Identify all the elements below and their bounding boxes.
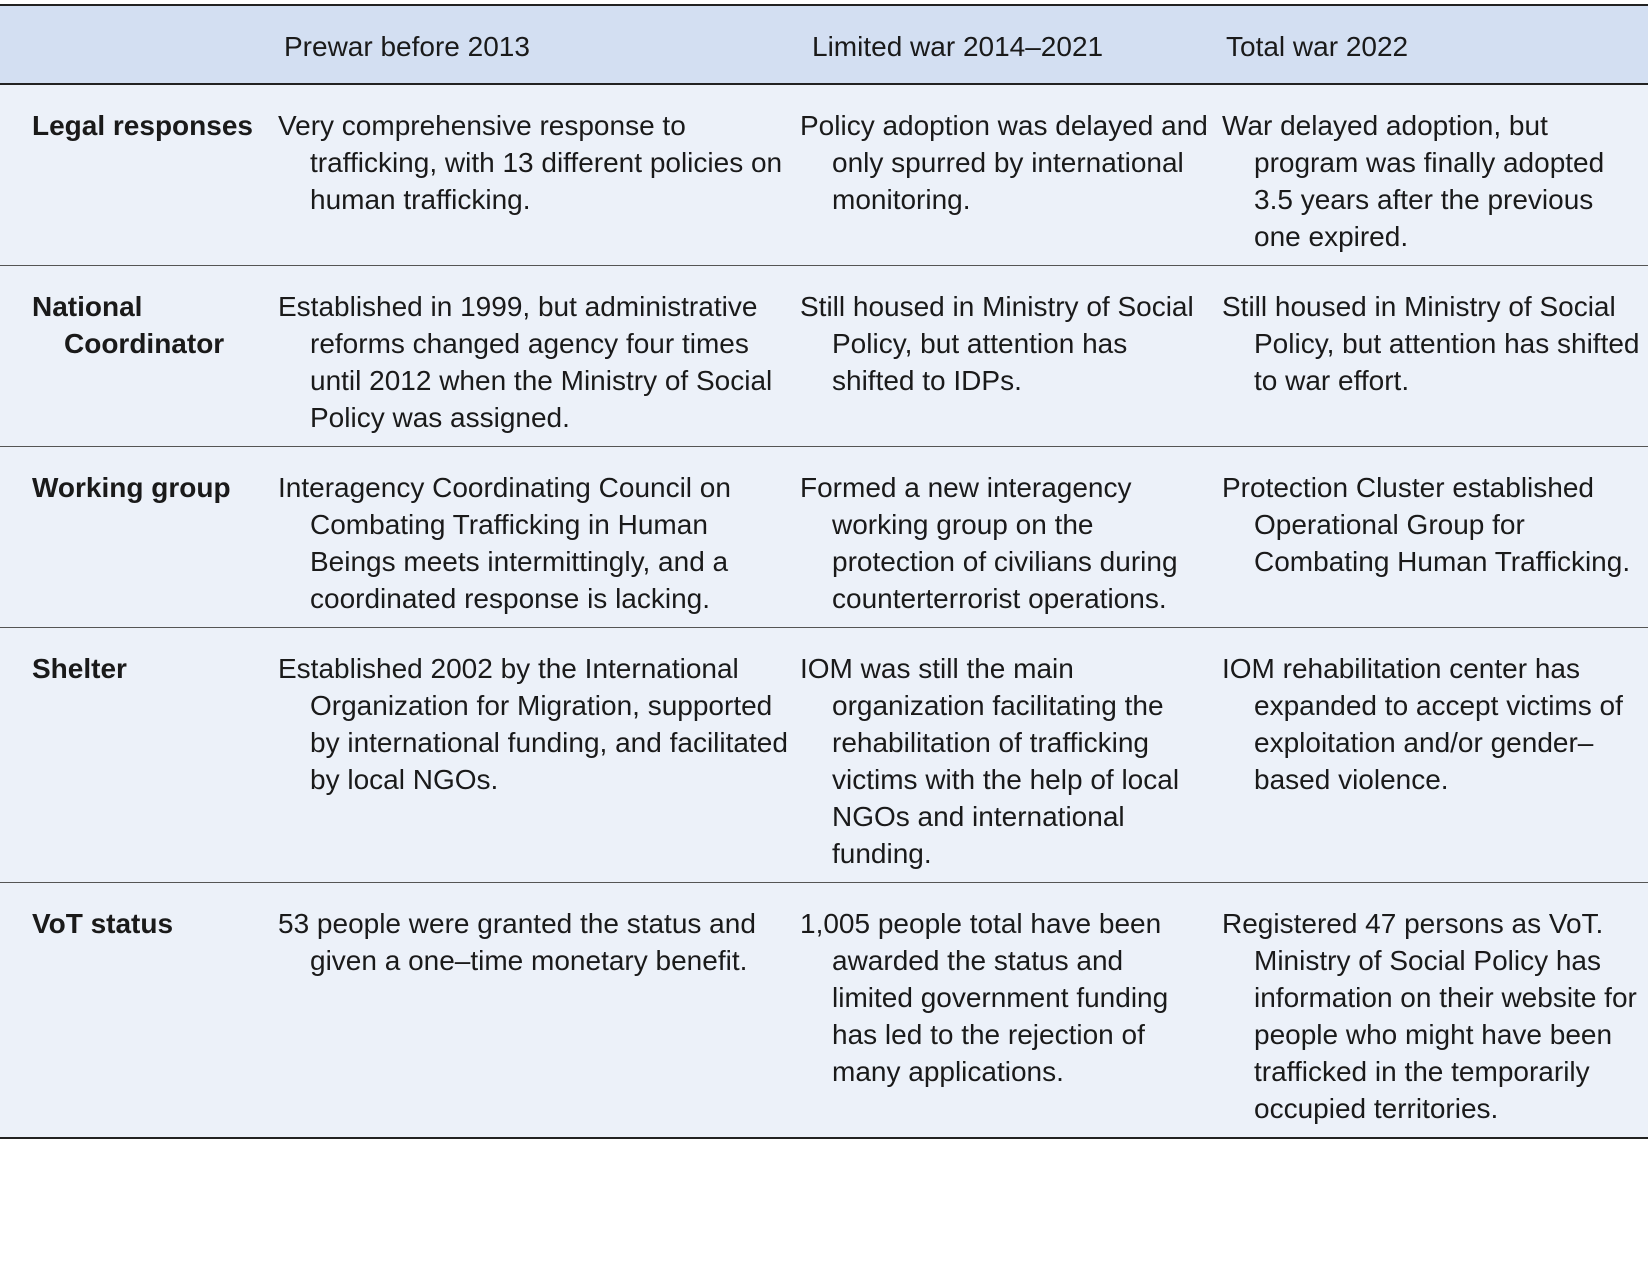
total-war-cell bbox=[1216, 447, 1648, 628]
total-war-cell bbox=[1216, 266, 1648, 447]
row-label-cell bbox=[0, 883, 272, 1139]
prewar-cell bbox=[272, 628, 794, 883]
total-war-cell bbox=[1216, 84, 1648, 266]
row-label: National Coordinator bbox=[32, 291, 225, 359]
policy-comparison-table-container bbox=[0, 4, 1648, 1139]
row-label: Shelter bbox=[32, 653, 127, 684]
table-row bbox=[0, 266, 1648, 447]
table-body bbox=[0, 84, 1648, 1138]
cell-text: IOM was still the main organization facilitating the rehabilitation of trafficking victims with the help of local NGOs and international funding. bbox=[800, 653, 1180, 869]
prewar-cell bbox=[272, 84, 794, 266]
policy-comparison-table bbox=[0, 4, 1648, 1139]
row-label-cell bbox=[0, 628, 272, 883]
cell-text: Very comprehensive response to trafficking, with 13 different policies on human trafficking. bbox=[278, 110, 783, 215]
prewar-cell bbox=[272, 447, 794, 628]
limited-war-cell bbox=[794, 266, 1216, 447]
row-label: Working group bbox=[32, 472, 231, 503]
row-label-cell bbox=[0, 447, 272, 628]
header-empty bbox=[0, 5, 272, 84]
header-row bbox=[0, 5, 1648, 84]
cell-text: Interagency Coordinating Council on Combating Trafficking in Human Beings meets intermittingly, and a coordinated response is lacking. bbox=[278, 472, 731, 614]
total-war-cell bbox=[1216, 628, 1648, 883]
cell-text: IOM rehabilitation center has expanded to accept victims of exploitation and/or gender–based violence. bbox=[1222, 653, 1623, 795]
cell-text: 1,005 people total have been awarded the status and limited government funding has led to the rejection of many applications. bbox=[800, 908, 1169, 1087]
limited-war-cell bbox=[794, 883, 1216, 1139]
cell-text: Registered 47 persons as VoT. Ministry of Social Policy has information on their website for people who might have been trafficked in the temporarily occupied territories. bbox=[1222, 908, 1637, 1124]
limited-war-cell bbox=[794, 628, 1216, 883]
table-row bbox=[0, 883, 1648, 1139]
cell-text: Still housed in Ministry of Social Policy, but attention has shifted to IDPs. bbox=[800, 291, 1194, 396]
row-label-cell bbox=[0, 84, 272, 266]
cell-text: Protection Cluster established Operational Group for Combating Human Trafficking. bbox=[1222, 472, 1631, 577]
header-total-war: Total war 2022 bbox=[1216, 5, 1648, 84]
table-row bbox=[0, 447, 1648, 628]
limited-war-cell bbox=[794, 447, 1216, 628]
cell-text: Still housed in Ministry of Social Policy, but attention has shifted to war effort. bbox=[1222, 291, 1640, 396]
cell-text: 53 people were granted the status and given a one–time monetary benefit. bbox=[278, 908, 756, 976]
cell-text: Formed a new interagency working group on the protection of civilians during counterterrorist operations. bbox=[800, 472, 1178, 614]
prewar-cell bbox=[272, 883, 794, 1139]
row-label: Legal responses bbox=[32, 110, 253, 141]
table-row bbox=[0, 84, 1648, 266]
cell-text: Established in 1999, but administrative reforms changed agency four times until 2012 when the Ministry of Social Policy was assigned. bbox=[278, 291, 773, 433]
cell-text: Policy adoption was delayed and only spurred by international monitoring. bbox=[800, 110, 1208, 215]
header-limited-war: Limited war 2014–2021 bbox=[794, 5, 1216, 84]
header-prewar: Prewar before 2013 bbox=[272, 5, 794, 84]
total-war-cell bbox=[1216, 883, 1648, 1139]
row-label-cell bbox=[0, 266, 272, 447]
prewar-cell bbox=[272, 266, 794, 447]
row-label: VoT status bbox=[32, 908, 174, 939]
cell-text: Established 2002 by the International Organization for Migration, supported by international funding, and facilitated by local NGOs. bbox=[278, 653, 788, 795]
limited-war-cell bbox=[794, 84, 1216, 266]
cell-text: War delayed adoption, but program was finally adopted 3.5 years after the previous one expired. bbox=[1222, 110, 1605, 252]
table-row bbox=[0, 628, 1648, 883]
table-header bbox=[0, 5, 1648, 84]
